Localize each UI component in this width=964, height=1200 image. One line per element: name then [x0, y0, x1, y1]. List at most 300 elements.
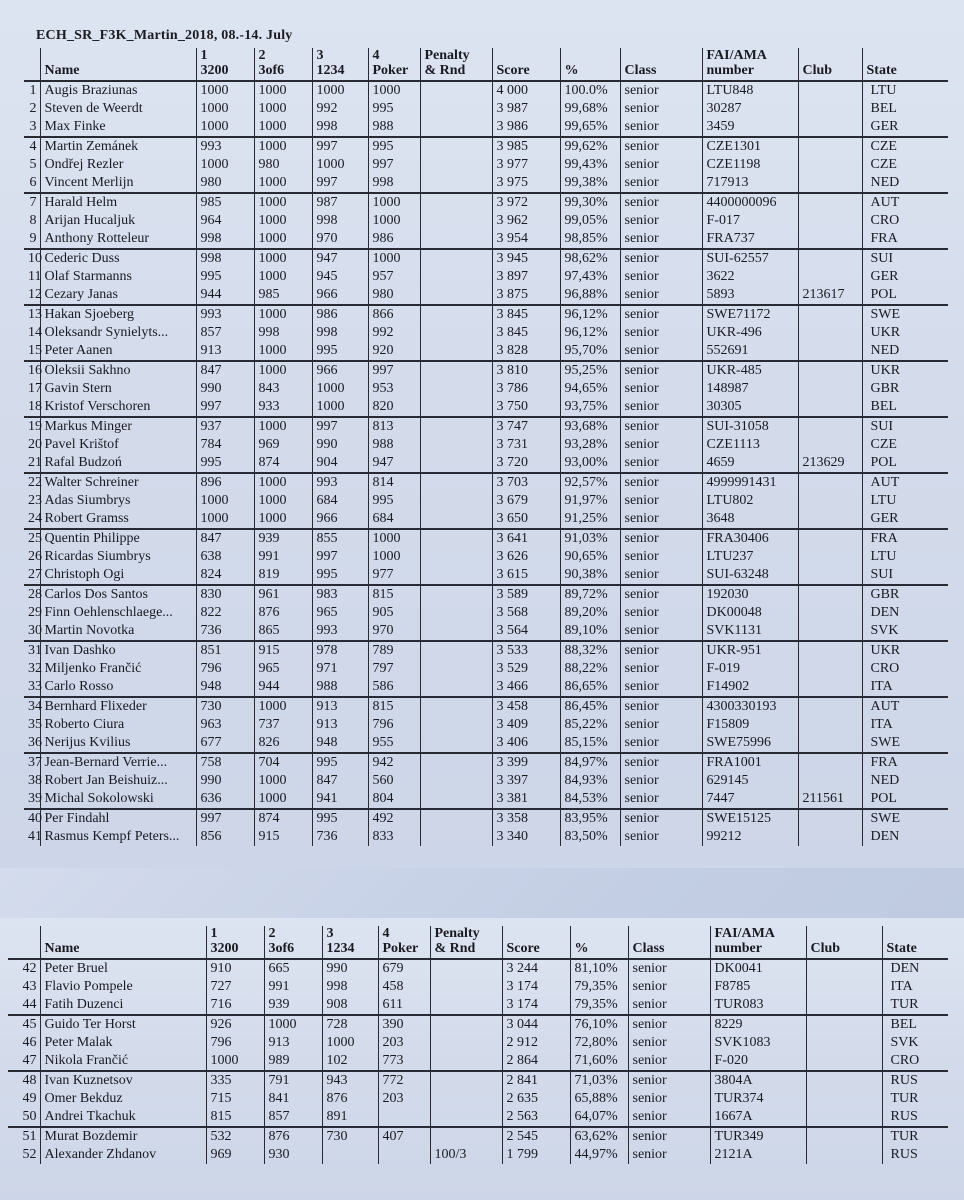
- cell-round-4: 492: [368, 809, 420, 828]
- cell-club: [798, 230, 862, 249]
- cell-round-2: 1000: [254, 193, 312, 212]
- cell-class: senior: [628, 1108, 710, 1127]
- cell-club: 213629: [798, 454, 862, 473]
- cell-round-2: 980: [254, 156, 312, 174]
- cell-state: CRO: [862, 212, 948, 230]
- cell-club: [798, 268, 862, 286]
- table-row: [24, 641, 948, 660]
- cell-fai-number: 717913: [702, 174, 798, 193]
- cell-round-2: 857: [264, 1108, 322, 1127]
- cell-penalty: [420, 473, 492, 492]
- cell-round-1: 937: [196, 417, 254, 436]
- cell-class: senior: [620, 342, 702, 361]
- cell-round-4: 458: [378, 978, 430, 996]
- cell-round-2: 737: [254, 716, 312, 734]
- cell-pilot-name: Murat Bozdemir: [40, 1127, 206, 1146]
- cell-state: GER: [862, 510, 948, 529]
- cell-pilot-name: Ivan Kuznetsov: [40, 1071, 206, 1090]
- cell-fai-number: 30305: [702, 398, 798, 417]
- table-row: [24, 156, 948, 174]
- cell-penalty: [420, 81, 492, 100]
- cell-percent: 65,88%: [570, 1090, 628, 1108]
- cell-score: 3 533: [492, 641, 560, 660]
- cell-score: 3 703: [492, 473, 560, 492]
- cell-club: [798, 529, 862, 548]
- cell-rank: 42: [22, 961, 37, 976]
- table-row: [24, 193, 948, 212]
- col-header-round-2: 2 3of6: [264, 926, 322, 959]
- cell-rank: 34: [28, 699, 42, 714]
- cell-class: senior: [620, 828, 702, 846]
- cell-state: LTU: [862, 492, 948, 510]
- cell-penalty: [420, 305, 492, 324]
- cell-round-1: 944: [196, 286, 254, 305]
- cell-round-3: 970: [312, 230, 368, 249]
- cell-state: TUR: [882, 996, 948, 1015]
- cell-score: 3 875: [492, 286, 560, 305]
- col-header-round-2: 2 3of6: [254, 48, 312, 81]
- cell-score: 3 340: [492, 828, 560, 846]
- cell-club: [798, 398, 862, 417]
- cell-round-1: 636: [196, 790, 254, 809]
- cell-round-3: 730: [322, 1127, 378, 1146]
- cell-round-2: 876: [264, 1127, 322, 1146]
- cell-round-2: 1000: [254, 417, 312, 436]
- cell-pilot-name: Hakan Sjoeberg: [40, 305, 196, 324]
- cell-round-4: 796: [368, 716, 420, 734]
- cell-percent: 71,60%: [570, 1052, 628, 1071]
- table-row: [24, 716, 948, 734]
- cell-round-2: 1000: [254, 118, 312, 137]
- cell-score: 3 987: [492, 100, 560, 118]
- cell-rank: 17: [28, 381, 42, 396]
- cell-percent: 93,28%: [560, 436, 620, 454]
- cell-rank: 48: [22, 1073, 37, 1088]
- cell-pilot-name: Robert Gramss: [40, 510, 196, 529]
- cell-penalty: [420, 734, 492, 753]
- cell-club: [798, 697, 862, 716]
- document-title: ECH_SR_F3K_Martin_2018, 08.-14. July: [36, 28, 293, 43]
- cell-round-2: 961: [254, 585, 312, 604]
- cell-round-4: 814: [368, 473, 420, 492]
- cell-round-3: 966: [312, 286, 368, 305]
- col-header-score: Score: [502, 926, 570, 959]
- cell-round-4: 684: [368, 510, 420, 529]
- cell-club: [798, 380, 862, 398]
- cell-rank: 20: [28, 437, 42, 452]
- cell-round-4: 957: [368, 268, 420, 286]
- cell-penalty: [420, 529, 492, 548]
- cell-score: 2 563: [502, 1108, 570, 1127]
- cell-score: 3 409: [492, 716, 560, 734]
- cell-penalty: [420, 585, 492, 604]
- cell-percent: 86,65%: [560, 678, 620, 697]
- cell-state: BEL: [862, 398, 948, 417]
- cell-round-3: 1000: [312, 156, 368, 174]
- cell-state: RUS: [882, 1108, 948, 1127]
- cell-penalty: [420, 137, 492, 156]
- cell-round-3: 997: [312, 548, 368, 566]
- cell-percent: 89,10%: [560, 622, 620, 641]
- table-row: [8, 978, 948, 996]
- cell-rank: 28: [28, 587, 42, 602]
- cell-round-2: 1000: [254, 174, 312, 193]
- cell-pilot-name: Quentin Philippe: [40, 529, 196, 548]
- cell-penalty: [420, 398, 492, 417]
- cell-pilot-name: Rafal Budzoń: [40, 454, 196, 473]
- table-row: [8, 1071, 948, 1090]
- cell-penalty: [420, 436, 492, 454]
- cell-state: FRA: [862, 230, 948, 249]
- table-row: [24, 660, 948, 678]
- cell-pilot-name: Harald Helm: [40, 193, 196, 212]
- cell-rank: 2: [29, 101, 37, 116]
- cell-round-4: 866: [368, 305, 420, 324]
- cell-fai-number: TUR349: [710, 1127, 806, 1146]
- cell-round-4: 970: [368, 622, 420, 641]
- table-row: [24, 174, 948, 193]
- cell-club: [806, 1127, 882, 1146]
- cell-penalty: [420, 772, 492, 790]
- cell-pilot-name: Robert Jan Beishuiz...: [40, 772, 196, 790]
- cell-pilot-name: Flavio Pompele: [40, 978, 206, 996]
- cell-state: CZE: [862, 156, 948, 174]
- cell-pilot-name: Arijan Hucaljuk: [40, 212, 196, 230]
- cell-fai-number: CZE1113: [702, 436, 798, 454]
- cell-fai-number: LTU237: [702, 548, 798, 566]
- cell-state: SWE: [862, 305, 948, 324]
- table-row: [8, 996, 948, 1015]
- cell-percent: 83,95%: [560, 809, 620, 828]
- table-row: [8, 959, 948, 978]
- cell-class: senior: [620, 529, 702, 548]
- cell-round-4: 955: [368, 734, 420, 753]
- cell-fai-number: 5893: [702, 286, 798, 305]
- cell-state: RUS: [882, 1146, 948, 1164]
- cell-percent: 95,25%: [560, 361, 620, 380]
- cell-fai-number: F-019: [702, 660, 798, 678]
- cell-round-4: 1000: [368, 212, 420, 230]
- cell-penalty: [420, 697, 492, 716]
- table-row: [8, 1015, 948, 1034]
- cell-rank: 19: [28, 419, 42, 434]
- table-row: [24, 828, 948, 846]
- cell-penalty: [430, 959, 502, 978]
- cell-class: senior: [620, 249, 702, 268]
- cell-score: 3 828: [492, 342, 560, 361]
- cell-percent: 99,05%: [560, 212, 620, 230]
- cell-percent: 99,38%: [560, 174, 620, 193]
- cell-round-2: 1000: [254, 230, 312, 249]
- cell-round-3: 966: [312, 510, 368, 529]
- table-row: [8, 1127, 948, 1146]
- cell-round-4: [378, 1146, 430, 1164]
- cell-round-2: 1000: [254, 268, 312, 286]
- cell-rank: 45: [22, 1017, 37, 1032]
- cell-round-2: 939: [264, 996, 322, 1015]
- cell-club: [806, 1034, 882, 1052]
- cell-rank: 13: [28, 307, 42, 322]
- cell-state: AUT: [862, 473, 948, 492]
- cell-club: [798, 473, 862, 492]
- cell-round-1: 990: [196, 772, 254, 790]
- col-header-no: [24, 48, 40, 81]
- table-row: [24, 212, 948, 230]
- cell-fai-number: 3459: [702, 118, 798, 137]
- cell-score: 4 000: [492, 81, 560, 100]
- cell-round-4: 679: [378, 959, 430, 978]
- cell-state: POL: [862, 790, 948, 809]
- table-row: [24, 809, 948, 828]
- cell-penalty: [420, 193, 492, 212]
- cell-round-2: 991: [254, 548, 312, 566]
- table-row: [24, 286, 948, 305]
- cell-round-1: 963: [196, 716, 254, 734]
- table-row: [24, 753, 948, 772]
- cell-state: CRO: [862, 660, 948, 678]
- cell-state: NED: [862, 342, 948, 361]
- cell-percent: 84,53%: [560, 790, 620, 809]
- cell-state: FRA: [862, 753, 948, 772]
- cell-rank: 11: [28, 269, 42, 284]
- cell-score: 3 679: [492, 492, 560, 510]
- cell-state: POL: [862, 286, 948, 305]
- cell-rank: 15: [24, 342, 40, 361]
- cell-rank: 4: [29, 139, 37, 154]
- cell-fai-number: DK0041: [710, 959, 806, 978]
- table-row: [8, 1034, 948, 1052]
- cell-class: senior: [620, 790, 702, 809]
- cell-round-3: 947: [312, 249, 368, 268]
- table-row: [24, 417, 948, 436]
- cell-score: 3 044: [502, 1015, 570, 1034]
- cell-percent: 81,10%: [570, 959, 628, 978]
- cell-penalty: [420, 361, 492, 380]
- cell-round-1: 990: [196, 380, 254, 398]
- cell-round-2: 1000: [254, 510, 312, 529]
- cell-round-4: 942: [368, 753, 420, 772]
- cell-round-3: 993: [312, 622, 368, 641]
- cell-round-3: 908: [322, 996, 378, 1015]
- cell-round-4: [378, 1108, 430, 1127]
- cell-rank: 24: [24, 510, 40, 529]
- cell-club: [798, 809, 862, 828]
- col-header-score: Score: [492, 48, 560, 81]
- cell-rank: 35: [28, 717, 42, 732]
- cell-penalty: [420, 249, 492, 268]
- cell-rank: 25: [28, 531, 42, 546]
- cell-penalty: [420, 174, 492, 193]
- cell-club: [798, 585, 862, 604]
- cell-round-2: 930: [264, 1146, 322, 1164]
- cell-round-1: 730: [196, 697, 254, 716]
- cell-fai-number: 3648: [702, 510, 798, 529]
- cell-round-1: 532: [206, 1127, 264, 1146]
- cell-club: [798, 137, 862, 156]
- cell-round-1: 758: [196, 753, 254, 772]
- cell-fai-number: UKR-496: [702, 324, 798, 342]
- cell-penalty: [420, 492, 492, 510]
- cell-round-1: 985: [196, 193, 254, 212]
- cell-round-4: 1000: [368, 81, 420, 100]
- cell-round-2: 1000: [254, 361, 312, 380]
- cell-pilot-name: Roberto Ciura: [40, 716, 196, 734]
- cell-state: DEN: [862, 828, 948, 846]
- cell-score: 3 977: [492, 156, 560, 174]
- cell-rank: 49: [22, 1091, 37, 1106]
- cell-pilot-name: Andrei Tkachuk: [40, 1108, 206, 1127]
- cell-round-2: 843: [254, 380, 312, 398]
- cell-state: SWE: [862, 734, 948, 753]
- cell-class: senior: [620, 380, 702, 398]
- cell-class: senior: [620, 473, 702, 492]
- cell-score: 2 545: [502, 1127, 570, 1146]
- cell-round-3: 993: [312, 473, 368, 492]
- col-header-name: Name: [40, 48, 196, 81]
- cell-class: senior: [620, 454, 702, 473]
- cell-fai-number: UKR-951: [702, 641, 798, 660]
- cell-fai-number: 552691: [702, 342, 798, 361]
- cell-pilot-name: Martin Novotka: [40, 622, 196, 641]
- cell-state: BEL: [862, 100, 948, 118]
- col-header-percent: %: [570, 926, 628, 959]
- cell-score: 3 972: [492, 193, 560, 212]
- cell-penalty: [430, 1090, 502, 1108]
- cell-round-4: 977: [368, 566, 420, 585]
- cell-round-3: 990: [322, 959, 378, 978]
- cell-rank: 3: [24, 118, 40, 137]
- cell-penalty: [420, 230, 492, 249]
- cell-club: [798, 660, 862, 678]
- cell-state: CZE: [862, 137, 948, 156]
- cell-state: GBR: [862, 585, 948, 604]
- cell-state: POL: [862, 454, 948, 473]
- cell-round-2: 1000: [254, 212, 312, 230]
- table-row: [24, 342, 948, 361]
- cell-score: 3 985: [492, 137, 560, 156]
- cell-round-4: 995: [368, 100, 420, 118]
- cell-class: senior: [628, 1090, 710, 1108]
- cell-round-1: 964: [196, 212, 254, 230]
- cell-club: [798, 753, 862, 772]
- cell-pilot-name: Carlo Rosso: [40, 678, 196, 697]
- cell-class: senior: [620, 566, 702, 585]
- cell-round-2: 915: [254, 828, 312, 846]
- cell-round-4: 988: [368, 436, 420, 454]
- cell-class: senior: [628, 1071, 710, 1090]
- cell-fai-number: CZE1198: [702, 156, 798, 174]
- cell-class: senior: [620, 100, 702, 118]
- cell-round-1: 995: [196, 454, 254, 473]
- cell-fai-number: LTU802: [702, 492, 798, 510]
- cell-fai-number: 148987: [702, 380, 798, 398]
- cell-class: senior: [620, 193, 702, 212]
- cell-fai-number: LTU848: [702, 81, 798, 100]
- cell-fai-number: F-020: [710, 1052, 806, 1071]
- cell-fai-number: SWE15125: [702, 809, 798, 828]
- cell-round-3: 995: [312, 809, 368, 828]
- cell-round-2: 841: [264, 1090, 322, 1108]
- cell-rank: 5: [29, 157, 37, 172]
- cell-fai-number: FRA30406: [702, 529, 798, 548]
- cell-penalty: [420, 548, 492, 566]
- cell-round-3: 1000: [322, 1034, 378, 1052]
- cell-penalty: [420, 342, 492, 361]
- cell-penalty: [420, 828, 492, 846]
- cell-round-2: 876: [254, 604, 312, 622]
- cell-rank: 7: [29, 195, 37, 210]
- cell-pilot-name: Jean-Bernard Verrie...: [40, 753, 196, 772]
- cell-score: 3 786: [492, 380, 560, 398]
- cell-score: 3 399: [492, 753, 560, 772]
- cell-score: 3 641: [492, 529, 560, 548]
- cell-class: senior: [620, 398, 702, 417]
- cell-percent: 85,22%: [560, 716, 620, 734]
- cell-score: 3 358: [492, 809, 560, 828]
- cell-fai-number: SVK1083: [710, 1034, 806, 1052]
- cell-percent: 79,35%: [570, 996, 628, 1015]
- col-header-class: Class: [620, 48, 702, 81]
- cell-state: BEL: [882, 1015, 948, 1034]
- cell-round-3: 102: [322, 1052, 378, 1071]
- cell-fai-number: 2121A: [710, 1146, 806, 1164]
- results-table-1: [24, 48, 948, 846]
- cell-class: senior: [620, 753, 702, 772]
- cell-round-1: 995: [196, 268, 254, 286]
- cell-percent: 93,68%: [560, 417, 620, 436]
- cell-rank: 21: [24, 454, 40, 473]
- cell-state: UKR: [862, 361, 948, 380]
- cell-rank: 8: [29, 213, 37, 228]
- cell-rank: 51: [22, 1129, 37, 1144]
- cell-club: [806, 996, 882, 1015]
- cell-fai-number: TUR374: [710, 1090, 806, 1108]
- cell-round-3: 736: [312, 828, 368, 846]
- cell-round-1: 677: [196, 734, 254, 753]
- cell-club: [798, 492, 862, 510]
- cell-round-1: 997: [196, 398, 254, 417]
- cell-round-3: 998: [322, 978, 378, 996]
- cell-round-4: 998: [368, 174, 420, 193]
- table-row: [24, 529, 948, 548]
- col-header-state: State: [882, 926, 948, 959]
- cell-round-3: 995: [312, 342, 368, 361]
- cell-score: 2 841: [502, 1071, 570, 1090]
- cell-percent: 93,00%: [560, 454, 620, 473]
- cell-score: 3 626: [492, 548, 560, 566]
- cell-round-2: 791: [264, 1071, 322, 1090]
- cell-percent: 99,62%: [560, 137, 620, 156]
- cell-round-1: 727: [206, 978, 264, 996]
- cell-class: senior: [628, 978, 710, 996]
- cell-pilot-name: Steven de Weerdt: [40, 100, 196, 118]
- cell-club: [798, 510, 862, 529]
- cell-fai-number: 3804A: [710, 1071, 806, 1090]
- cell-percent: 90,65%: [560, 548, 620, 566]
- cell-rank: 23: [28, 493, 42, 508]
- cell-round-4: 815: [368, 697, 420, 716]
- cell-rank: 18: [24, 398, 40, 417]
- cell-percent: 98,85%: [560, 230, 620, 249]
- cell-club: [798, 212, 862, 230]
- col-header-percent: %: [560, 48, 620, 81]
- cell-pilot-name: Guido Ter Horst: [40, 1015, 206, 1034]
- cell-class: senior: [620, 772, 702, 790]
- cell-round-2: 1000: [254, 772, 312, 790]
- results-table-2: [8, 926, 948, 1164]
- cell-class: senior: [620, 230, 702, 249]
- cell-penalty: [430, 978, 502, 996]
